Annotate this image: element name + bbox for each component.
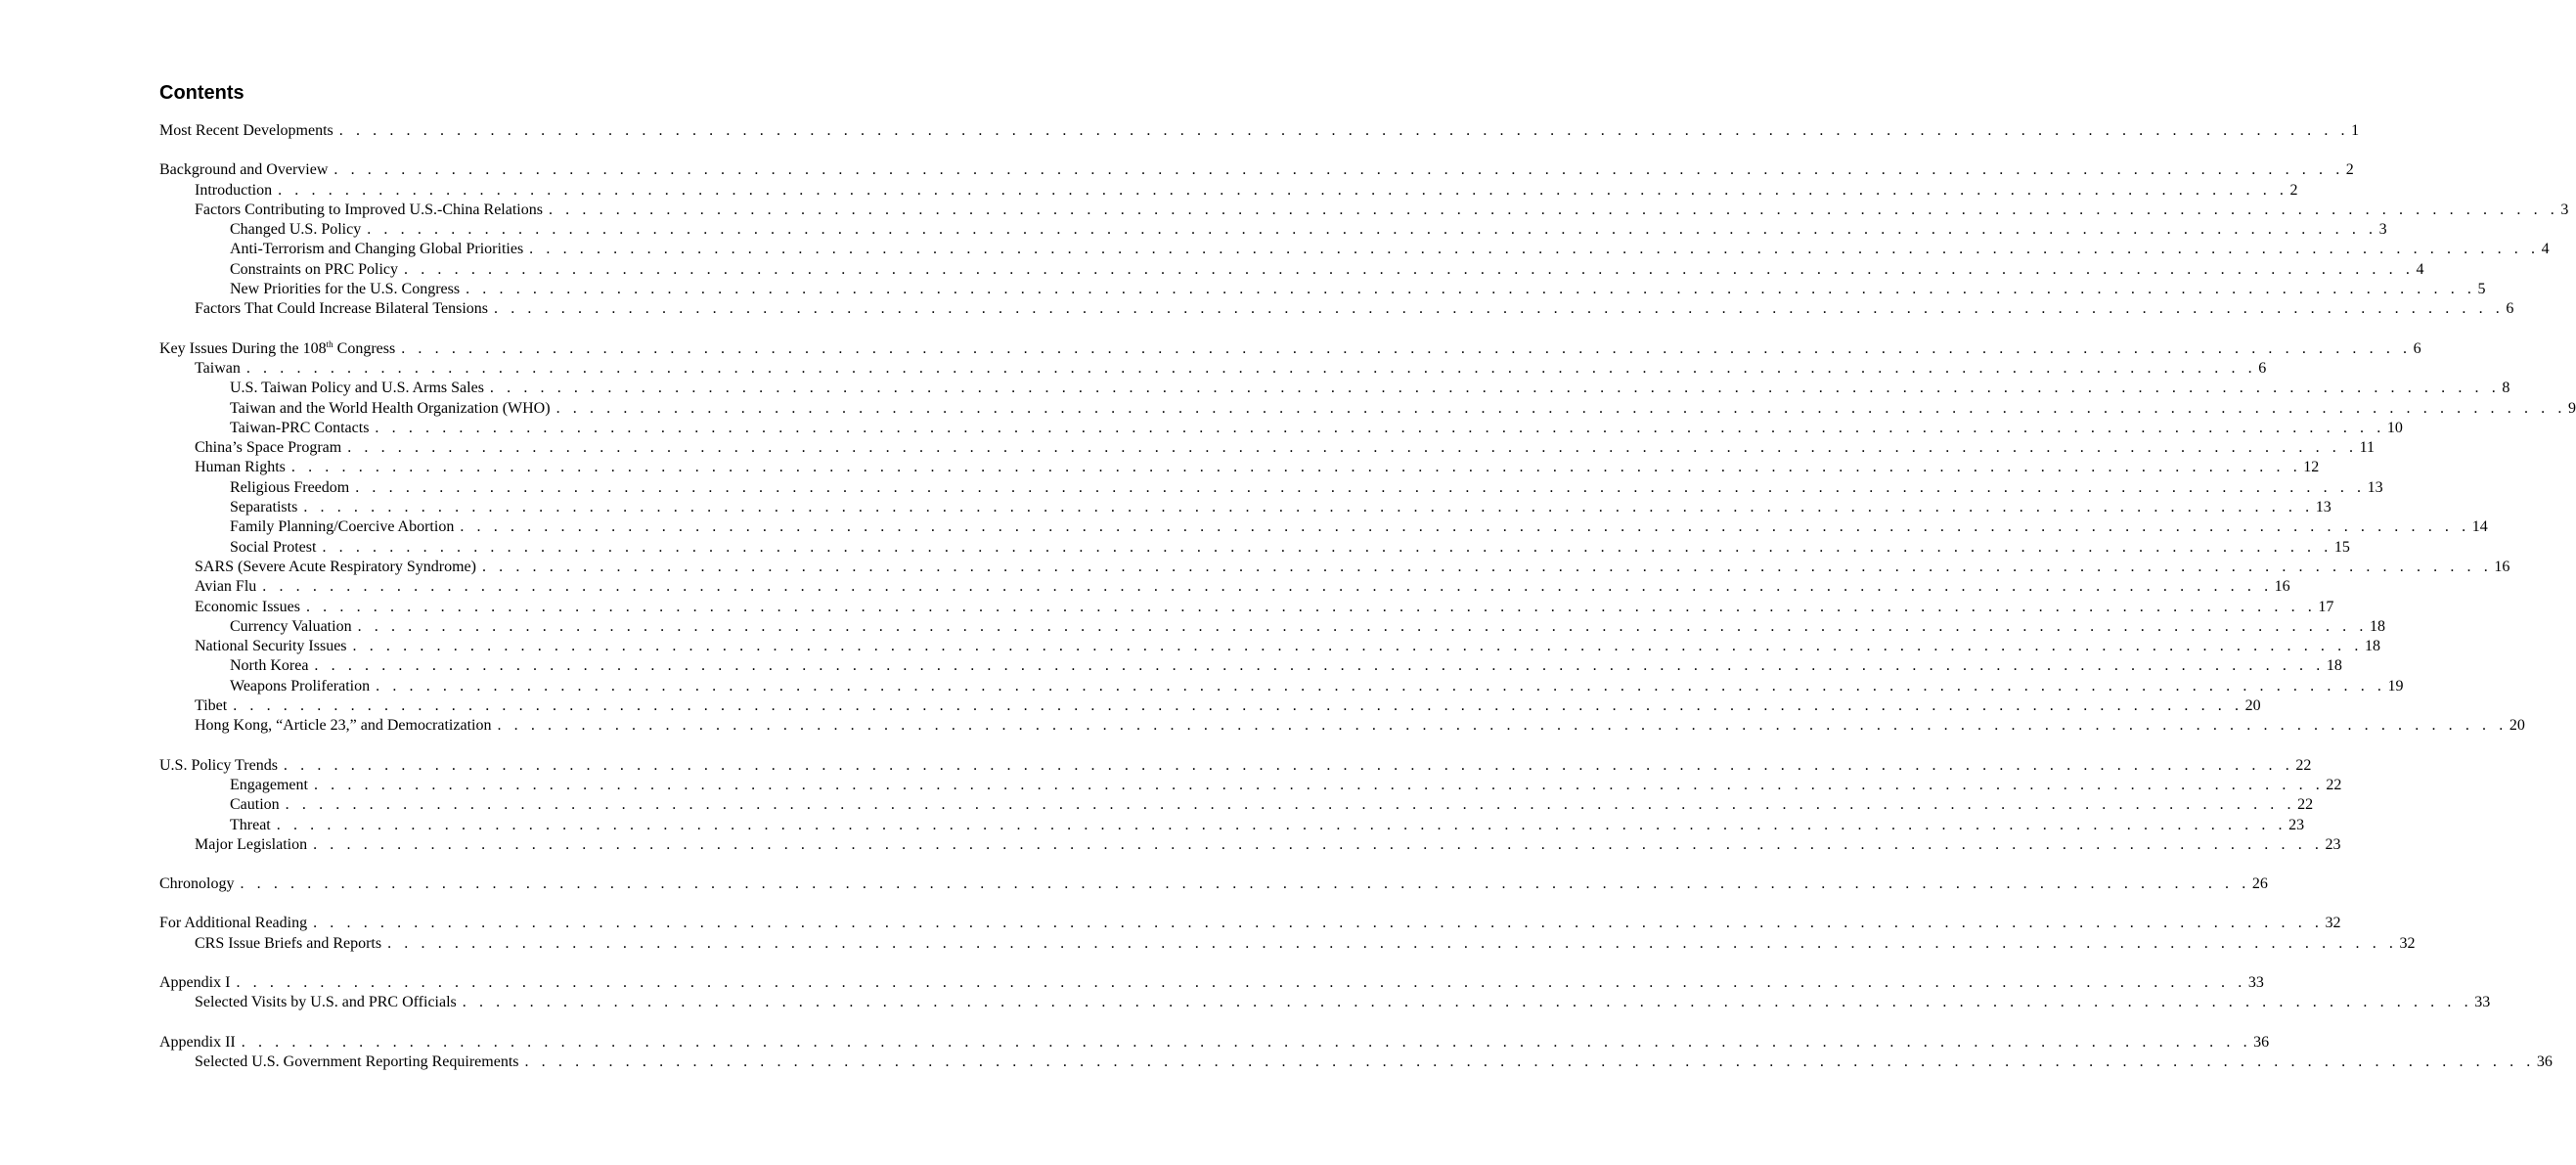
toc-entry-title: Anti-Terrorism and Changing Global Priorities: [230, 241, 524, 258]
toc-entry-title: For Additional Reading: [159, 915, 308, 932]
toc-page-number: 6: [2506, 300, 2514, 318]
toc-entry[interactable]: [159, 835, 2341, 855]
toc-page-number: 23: [2288, 816, 2305, 833]
dot-leader: . . . . . . . . . . . . . . . . . . . . . . . . . . . . . . . . . . . . . . . . . . . . . . . . . . . . . . . . . . . . . . . . . . . . . . . . . . . . . . . . . . . . . . . . . . . . . . . . . . . . . . . . . . . . . . . . . . . . . . . .: [357, 617, 2368, 635]
toc-entry[interactable]: [159, 677, 2404, 696]
table-of-contents: [159, 121, 2576, 1072]
toc-entry-title: SARS (Severe Acute Respiratory Syndrome): [195, 558, 476, 575]
toc-entry[interactable]: [159, 160, 2354, 180]
toc-entry[interactable]: [159, 577, 2290, 597]
dot-leader: . . . . . . . . . . . . . . . . . . . . . . . . . . . . . . . . . . . . . . . . . . . . . . . . . . . . . . . . . . . . . . . . . . . . . . . . . . . . . . . . . . . . . . . . . . . . . . . . . . . . . . . . . . . . . . . . . . . . . . . .: [314, 657, 2325, 675]
toc-page-number: 18: [2326, 657, 2342, 675]
toc-page-number: 6: [2413, 339, 2421, 357]
toc-entry-title: Factors Contributing to Improved U.S.-China Relations: [195, 201, 543, 218]
toc-entry-title: Taiwan-PRC Contacts: [230, 419, 370, 436]
toc-page-number: 36: [2536, 1053, 2553, 1070]
dot-leader: . . . . . . . . . . . . . . . . . . . . . . . . . . . . . . . . . . . . . . . . . . . . . . . . . . . . . . . . . . . . . . . . . . . . . . . . . . . . . . . . . . . . . . . . . . . . . . . . . . . . . . . . . . . . . . . . . . . . . . . .: [462, 994, 2473, 1011]
dot-leader: . . . . . . . . . . . . . . . . . . . . . . . . . . . . . . . . . . . . . . . . . . . . . . . . . . . . . . . . . . . . . . . . . . . . . . . . . . . . . . . . . . . . . . . . . . . . . . . . . . . . . . . . . . . . . . . . . . . . . . . .: [290, 459, 2302, 476]
toc-page-number: 16: [2494, 558, 2510, 575]
toc-entry-title: Engagement: [230, 776, 308, 793]
dot-leader: . . . . . . . . . . . . . . . . . . . . . . . . . . . . . . . . . . . . . . . . . . . . . . . . . . . . . . . . . . . . . . . . . . . . . . . . . . . . . . . . . . . . . . . . . . . . . . . . . . . . . . . . . . . . . . . . . . . . . . . .: [489, 380, 2501, 397]
dot-leader: . . . . . . . . . . . . . . . . . . . . . . . . . . . . . . . . . . . . . . . . . . . . . . . . . . . . . . . . . . . . . . . . . . . . . . . . . . . . . . . . . . . . . . . . . . . . . . . . . . . . . . . . . . . . . . . . . . . . . . . .: [338, 122, 2350, 139]
toc-entry[interactable]: [159, 1053, 2553, 1072]
toc-page-number: 4: [2541, 241, 2550, 258]
toc-entry-title: Taiwan and the World Health Organization (WHO): [230, 399, 551, 417]
toc-page-number: 22: [2297, 796, 2314, 814]
toc-page-number: 4: [2416, 260, 2424, 278]
dot-leader: . . . . . . . . . . . . . . . . . . . . . . . . . . . . . . . . . . . . . . . . . . . . . . . . . . . . . . . . . . . . . . . . . . . . . . . . . . . . . . . . . . . . . . . . . . . . . . . . . . . . . . . . . . . . . . . . . . . . . . . .: [494, 300, 2505, 318]
toc-page-number: 6: [2258, 359, 2267, 377]
toc-entry-title: Key Issues During the 108th Congress: [159, 338, 396, 357]
toc-entry-title: Major Legislation: [195, 835, 308, 853]
toc-section: [159, 160, 2569, 319]
toc-entry-title: Selected Visits by U.S. and PRC Officials: [195, 994, 457, 1011]
toc-entry[interactable]: [159, 220, 2387, 240]
toc-entry-title: Constraints on PRC Policy: [230, 260, 399, 278]
toc-entry-title: Appendix II: [159, 1033, 236, 1051]
toc-entry[interactable]: [159, 934, 2416, 954]
toc-page-number: 14: [2471, 518, 2488, 536]
toc-entry-title: Background and Overview: [159, 161, 329, 179]
toc-entry-title: Economic Issues: [195, 598, 300, 615]
dot-leader: . . . . . . . . . . . . . . . . . . . . . . . . . . . . . . . . . . . . . . . . . . . . . . . . . . . . . . . . . . . . . . . . . . . . . . . . . . . . . . . . . . . . . . . . . . . . . . . . . . . . . . . . . . . . . . . . . . . . . . . .: [233, 697, 2243, 715]
toc-page-number: 26: [2251, 875, 2268, 893]
toc-entry-title: Most Recent Developments: [159, 122, 333, 139]
toc-entry-title: Human Rights: [195, 459, 286, 476]
toc-entry[interactable]: [159, 874, 2268, 894]
toc-entry-title: Caution: [230, 796, 280, 814]
toc-entry[interactable]: [159, 438, 2376, 458]
toc-page-number: 8: [2502, 380, 2510, 397]
toc-page-number: 13: [2315, 499, 2332, 516]
toc-page-number: 15: [2333, 538, 2350, 556]
dot-leader: . . . . . . . . . . . . . . . . . . . . . . . . . . . . . . . . . . . . . . . . . . . . . . . . . . . . . . . . . . . . . . . . . . . . . . . . . . . . . . . . . . . . . . . . . . . . . . . . . . . . . . . . . . . . . . . . . . . . . . . .: [497, 717, 2508, 735]
toc-entry[interactable]: [159, 656, 2342, 676]
dot-leader: . . . . . . . . . . . . . . . . . . . . . . . . . . . . . . . . . . . . . . . . . . . . . . . . . . . . . . . . . . . . . . . . . . . . . . . . . . . . . . . . . . . . . . . . . . . . . . . . . . . . . . . . . . . . . . . . . . . . . . . .: [236, 973, 2246, 991]
toc-entry-title: North Korea: [230, 657, 309, 675]
toc-entry[interactable]: [159, 517, 2488, 537]
dot-leader: . . . . . . . . . . . . . . . . . . . . . . . . . . . . . . . . . . . . . . . . . . . . . . . . . . . . . . . . . . . . . . . . . . . . . . . . . . . . . . . . . . . . . . . . . . . . . . . . . . . . . . . . . . . . . . . . . . . . . . . .: [322, 538, 2332, 556]
toc-entry-title: U.S. Taiwan Policy and U.S. Arms Sales: [230, 380, 484, 397]
toc-page-number: 23: [2325, 835, 2341, 853]
toc-entry[interactable]: [159, 379, 2510, 398]
toc-entry[interactable]: [159, 795, 2314, 815]
toc-entry[interactable]: [159, 419, 2403, 438]
dot-leader: . . . . . . . . . . . . . . . . . . . . . . . . . . . . . . . . . . . . . . . . . . . . . . . . . . . . . . . . . . . . . . . . . . . . . . . . . . . . . . . . . . . . . . . . . . . . . . . . . . . . . . . . . . . . . . . . . . . . . . . .: [262, 578, 2273, 596]
toc-page-number: 3: [2378, 221, 2387, 239]
toc-section: [159, 914, 2416, 954]
toc-entry-title: Weapons Proliferation: [230, 677, 371, 695]
toc-entry[interactable]: [159, 914, 2341, 933]
toc-entry-title: CRS Issue Briefs and Reports: [195, 934, 382, 952]
toc-page-number: 10: [2386, 419, 2403, 436]
dot-leader: . . . . . . . . . . . . . . . . . . . . . . . . . . . . . . . . . . . . . . . . . . . . . . . . . . . . . . . . . . . . . . . . . . . . . . . . . . . . . . . . . . . . . . . . . . . . . . . . . . . . . . . . . . . . . . . . . . . . . . . .: [241, 1033, 2252, 1051]
toc-entry[interactable]: [159, 756, 2312, 776]
toc-section: [159, 973, 2491, 1013]
toc-page-number: 9: [2567, 399, 2576, 417]
dot-leader: . . . . . . . . . . . . . . . . . . . . . . . . . . . . . . . . . . . . . . . . . . . . . . . . . . . . . . . . . . . . . . . . . . . . . . . . . . . . . . . . . . . . . . . . . . . . . . . . . . . . . . . . . . . . . . . . . . . . . . . .: [355, 478, 2366, 496]
toc-entry[interactable]: [159, 359, 2267, 379]
toc-entry-title: Changed U.S. Policy: [230, 221, 362, 239]
toc-entry[interactable]: [159, 538, 2350, 558]
toc-entry[interactable]: [159, 299, 2514, 319]
dot-leader: . . . . . . . . . . . . . . . . . . . . . . . . . . . . . . . . . . . . . . . . . . . . . . . . . . . . . . . . . . . . . . . . . . . . . . . . . . . . . . . . . . . . . . . . . . . . . . . . . . . . . . . . . . . . . . . . . . . . . . . .: [276, 816, 2287, 833]
toc-entry-title: Chronology: [159, 875, 235, 893]
toc-entry-title: Threat: [230, 816, 271, 833]
toc-page-number: 33: [2474, 994, 2491, 1011]
dot-leader: . . . . . . . . . . . . . . . . . . . . . . . . . . . . . . . . . . . . . . . . . . . . . . . . . . . . . . . . . . . . . . . . . . . . . . . . . . . . . . . . . . . . . . . . . . . . . . . . . . . . . . . . . . . . . . . . . . . . . . . .: [278, 181, 2288, 199]
toc-page-number: 20: [2509, 717, 2525, 735]
dot-leader: . . . . . . . . . . . . . . . . . . . . . . . . . . . . . . . . . . . . . . . . . . . . . . . . . . . . . . . . . . . . . . . . . . . . . . . . . . . . . . . . . . . . . . . . . . . . . . . . . . . . . . . . . . . . . . . . . . . . . . . .: [347, 439, 2358, 457]
dot-leader: . . . . . . . . . . . . . . . . . . . . . . . . . . . . . . . . . . . . . . . . . . . . . . . . . . . . . . . . . . . . . . . . . . . . . . . . . . . . . . . . . . . . . . . . . . . . . . . . . . . . . . . . . . . . . . . . . . . . . . . .: [555, 399, 2566, 417]
toc-page-number: 12: [2303, 459, 2320, 476]
dot-leader: . . . . . . . . . . . . . . . . . . . . . . . . . . . . . . . . . . . . . . . . . . . . . . . . . . . . . . . . . . . . . . . . . . . . . . . . . . . . . . . . . . . . . . . . . . . . . . . . . . . . . . . . . . . . . . . . . . . . . . . .: [376, 677, 2386, 695]
dot-leader: . . . . . . . . . . . . . . . . . . . . . . . . . . . . . . . . . . . . . . . . . . . . . . . . . . . . . . . . . . . . . . . . . . . . . . . . . . . . . . . . . . . . . . . . . . . . . . . . . . . . . . . . . . . . . . . . . . . . . . . .: [313, 776, 2325, 793]
toc-page-number: 32: [2325, 915, 2341, 932]
toc-entry[interactable]: [159, 478, 2383, 498]
toc-section: [159, 756, 2342, 855]
dot-leader: . . . . . . . . . . . . . . . . . . . . . . . . . . . . . . . . . . . . . . . . . . . . . . . . . . . . . . . . . . . . . . . . . . . . . . . . . . . . . . . . . . . . . . . . . . . . . . . . . . . . . . . . . . . . . . . . . . . . . . . .: [481, 558, 2493, 575]
toc-entry-title: Social Protest: [230, 538, 317, 556]
dot-leader: . . . . . . . . . . . . . . . . . . . . . . . . . . . . . . . . . . . . . . . . . . . . . . . . . . . . . . . . . . . . . . . . . . . . . . . . . . . . . . . . . . . . . . . . . . . . . . . . . . . . . . . . . . . . . . . . . . . . . . . .: [240, 875, 2250, 893]
toc-entry-title: U.S. Policy Trends: [159, 756, 278, 774]
toc-entry[interactable]: [159, 338, 2421, 359]
toc-entry[interactable]: [159, 399, 2576, 419]
toc-entry[interactable]: [159, 1033, 2270, 1053]
toc-page-number: 33: [2247, 973, 2264, 991]
toc-entry-title: Avian Flu: [195, 578, 257, 596]
toc-entry[interactable]: [159, 993, 2491, 1012]
toc-section: [159, 1033, 2553, 1073]
toc-entry[interactable]: [159, 637, 2380, 656]
toc-entry-title: Currency Valuation: [230, 617, 352, 635]
toc-entry-title: Tibet: [195, 697, 228, 715]
toc-page-number: 3: [2560, 201, 2569, 218]
dot-leader: . . . . . . . . . . . . . . . . . . . . . . . . . . . . . . . . . . . . . . . . . . . . . . . . . . . . . . . . . . . . . . . . . . . . . . . . . . . . . . . . . . . . . . . . . . . . . . . . . . . . . . . . . . . . . . . . . . . . . . . .: [524, 1053, 2535, 1070]
toc-entry[interactable]: [159, 260, 2424, 280]
toc-entry-title: New Priorities for the U.S. Congress: [230, 281, 461, 298]
toc-entry[interactable]: [159, 498, 2332, 517]
toc-entry[interactable]: [159, 458, 2320, 477]
toc-entry[interactable]: [159, 201, 2569, 220]
toc-entry[interactable]: [159, 716, 2525, 736]
toc-entry[interactable]: [159, 280, 2486, 299]
ordinal-superscript: th: [326, 338, 333, 349]
toc-entry[interactable]: [159, 598, 2334, 617]
toc-page-number: 20: [2244, 697, 2261, 715]
toc-entry[interactable]: [159, 816, 2305, 835]
toc-entry-title: Factors That Could Increase Bilateral Tensions: [195, 300, 488, 318]
toc-entry-title: Hong Kong, “Article 23,” and Democratization: [195, 717, 492, 735]
toc-entry[interactable]: [159, 973, 2264, 993]
toc-entry[interactable]: [159, 121, 2360, 141]
toc-page-number: 5: [2477, 281, 2486, 298]
toc-page-number: 13: [2367, 478, 2383, 496]
dot-leader: . . . . . . . . . . . . . . . . . . . . . . . . . . . . . . . . . . . . . . . . . . . . . . . . . . . . . . . . . . . . . . . . . . . . . . . . . . . . . . . . . . . . . . . . . . . . . . . . . . . . . . . . . . . . . . . . . . . . . . . .: [401, 339, 2412, 357]
toc-section: [159, 121, 2360, 141]
toc-page-number: 32: [2399, 934, 2416, 952]
dot-leader: . . . . . . . . . . . . . . . . . . . . . . . . . . . . . . . . . . . . . . . . . . . . . . . . . . . . . . . . . . . . . . . . . . . . . . . . . . . . . . . . . . . . . . . . . . . . . . . . . . . . . . . . . . . . . . . . . . . . . . . .: [375, 419, 2385, 436]
toc-page-number: 2: [2289, 181, 2298, 199]
toc-entry[interactable]: [159, 696, 2261, 716]
dot-leader: . . . . . . . . . . . . . . . . . . . . . . . . . . . . . . . . . . . . . . . . . . . . . . . . . . . . . . . . . . . . . . . . . . . . . . . . . . . . . . . . . . . . . . . . . . . . . . . . . . . . . . . . . . . . . . . . . . . . . . . .: [404, 260, 2415, 278]
toc-entry[interactable]: [159, 181, 2298, 201]
toc-entry[interactable]: [159, 558, 2510, 577]
toc-page-number: 19: [2387, 677, 2404, 695]
toc-entry[interactable]: [159, 617, 2385, 637]
dot-leader: . . . . . . . . . . . . . . . . . . . . . . . . . . . . . . . . . . . . . . . . . . . . . . . . . . . . . . . . . . . . . . . . . . . . . . . . . . . . . . . . . . . . . . . . . . . . . . . . . . . . . . . . . . . . . . . . . . . . . . . .: [466, 281, 2476, 298]
dot-leader: . . . . . . . . . . . . . . . . . . . . . . . . . . . . . . . . . . . . . . . . . . . . . . . . . . . . . . . . . . . . . . . . . . . . . . . . . . . . . . . . . . . . . . . . . . . . . . . . . . . . . . . . . . . . . . . . . . . . . . . .: [283, 756, 2294, 774]
dot-leader: . . . . . . . . . . . . . . . . . . . . . . . . . . . . . . . . . . . . . . . . . . . . . . . . . . . . . . . . . . . . . . . . . . . . . . . . . . . . . . . . . . . . . . . . . . . . . . . . . . . . . . . . . . . . . . . . . . . . . . . .: [333, 161, 2344, 179]
toc-entry[interactable]: [159, 240, 2550, 259]
dot-leader: . . . . . . . . . . . . . . . . . . . . . . . . . . . . . . . . . . . . . . . . . . . . . . . . . . . . . . . . . . . . . . . . . . . . . . . . . . . . . . . . . . . . . . . . . . . . . . . . . . . . . . . . . . . . . . . . . . . . . . . .: [548, 201, 2559, 218]
toc-page-number: 11: [2359, 439, 2376, 457]
toc-page-number: 36: [2253, 1033, 2270, 1051]
toc-page-number: 16: [2274, 578, 2290, 596]
dot-leader: . . . . . . . . . . . . . . . . . . . . . . . . . . . . . . . . . . . . . . . . . . . . . . . . . . . . . . . . . . . . . . . . . . . . . . . . . . . . . . . . . . . . . . . . . . . . . . . . . . . . . . . . . . . . . . . . . . . . . . . .: [313, 915, 2324, 932]
toc-entry-title: Family Planning/Coercive Abortion: [230, 518, 455, 536]
dot-leader: . . . . . . . . . . . . . . . . . . . . . . . . . . . . . . . . . . . . . . . . . . . . . . . . . . . . . . . . . . . . . . . . . . . . . . . . . . . . . . . . . . . . . . . . . . . . . . . . . . . . . . . . . . . . . . . . . . . . . . . .: [387, 934, 2398, 952]
dot-leader: . . . . . . . . . . . . . . . . . . . . . . . . . . . . . . . . . . . . . . . . . . . . . . . . . . . . . . . . . . . . . . . . . . . . . . . . . . . . . . . . . . . . . . . . . . . . . . . . . . . . . . . . . . . . . . . . . . . . . . . .: [285, 796, 2296, 814]
dot-leader: . . . . . . . . . . . . . . . . . . . . . . . . . . . . . . . . . . . . . . . . . . . . . . . . . . . . . . . . . . . . . . . . . . . . . . . . . . . . . . . . . . . . . . . . . . . . . . . . . . . . . . . . . . . . . . . . . . . . . . . .: [245, 359, 2257, 377]
toc-section: [159, 338, 2576, 737]
toc-entry-title: Separatists: [230, 499, 298, 516]
toc-entry-title: Selected U.S. Government Reporting Requirements: [195, 1053, 519, 1070]
contents-page: [159, 80, 2576, 1092]
toc-page-number: 1: [2351, 122, 2360, 139]
toc-entry-title: Introduction: [195, 181, 273, 199]
toc-entry[interactable]: [159, 776, 2342, 795]
toc-page-number: 18: [2369, 617, 2385, 635]
dot-leader: . . . . . . . . . . . . . . . . . . . . . . . . . . . . . . . . . . . . . . . . . . . . . . . . . . . . . . . . . . . . . . . . . . . . . . . . . . . . . . . . . . . . . . . . . . . . . . . . . . . . . . . . . . . . . . . . . . . . . . . .: [352, 638, 2363, 655]
dot-leader: . . . . . . . . . . . . . . . . . . . . . . . . . . . . . . . . . . . . . . . . . . . . . . . . . . . . . . . . . . . . . . . . . . . . . . . . . . . . . . . . . . . . . . . . . . . . . . . . . . . . . . . . . . . . . . . . . . . . . . . .: [367, 221, 2377, 239]
toc-page-number: 2: [2345, 161, 2354, 179]
toc-page-number: 17: [2318, 598, 2334, 615]
dot-leader: . . . . . . . . . . . . . . . . . . . . . . . . . . . . . . . . . . . . . . . . . . . . . . . . . . . . . . . . . . . . . . . . . . . . . . . . . . . . . . . . . . . . . . . . . . . . . . . . . . . . . . . . . . . . . . . . . . . . . . . .: [313, 835, 2324, 853]
toc-page-number: 22: [2326, 776, 2342, 793]
toc-entry-title: China’s Space Program: [195, 439, 342, 457]
dot-leader: . . . . . . . . . . . . . . . . . . . . . . . . . . . . . . . . . . . . . . . . . . . . . . . . . . . . . . . . . . . . . . . . . . . . . . . . . . . . . . . . . . . . . . . . . . . . . . . . . . . . . . . . . . . . . . . . . . . . . . . .: [305, 598, 2317, 615]
dot-leader: . . . . . . . . . . . . . . . . . . . . . . . . . . . . . . . . . . . . . . . . . . . . . . . . . . . . . . . . . . . . . . . . . . . . . . . . . . . . . . . . . . . . . . . . . . . . . . . . . . . . . . . . . . . . . . . . . . . . . . . .: [460, 518, 2470, 536]
dot-leader: . . . . . . . . . . . . . . . . . . . . . . . . . . . . . . . . . . . . . . . . . . . . . . . . . . . . . . . . . . . . . . . . . . . . . . . . . . . . . . . . . . . . . . . . . . . . . . . . . . . . . . . . . . . . . . . . . . . . . . . .: [303, 499, 2314, 516]
toc-section: [159, 874, 2268, 894]
toc-page-number: 18: [2364, 638, 2380, 655]
toc-entry-title: Religious Freedom: [230, 478, 350, 496]
toc-entry-title: Appendix I: [159, 973, 231, 991]
contents-heading: Contents: [159, 82, 244, 104]
toc-page-number: 22: [2295, 756, 2312, 774]
dot-leader: . . . . . . . . . . . . . . . . . . . . . . . . . . . . . . . . . . . . . . . . . . . . . . . . . . . . . . . . . . . . . . . . . . . . . . . . . . . . . . . . . . . . . . . . . . . . . . . . . . . . . . . . . . . . . . . . . . . . . . . .: [529, 241, 2540, 258]
toc-entry-title: Taiwan: [195, 359, 241, 377]
toc-entry-title: National Security Issues: [195, 638, 347, 655]
